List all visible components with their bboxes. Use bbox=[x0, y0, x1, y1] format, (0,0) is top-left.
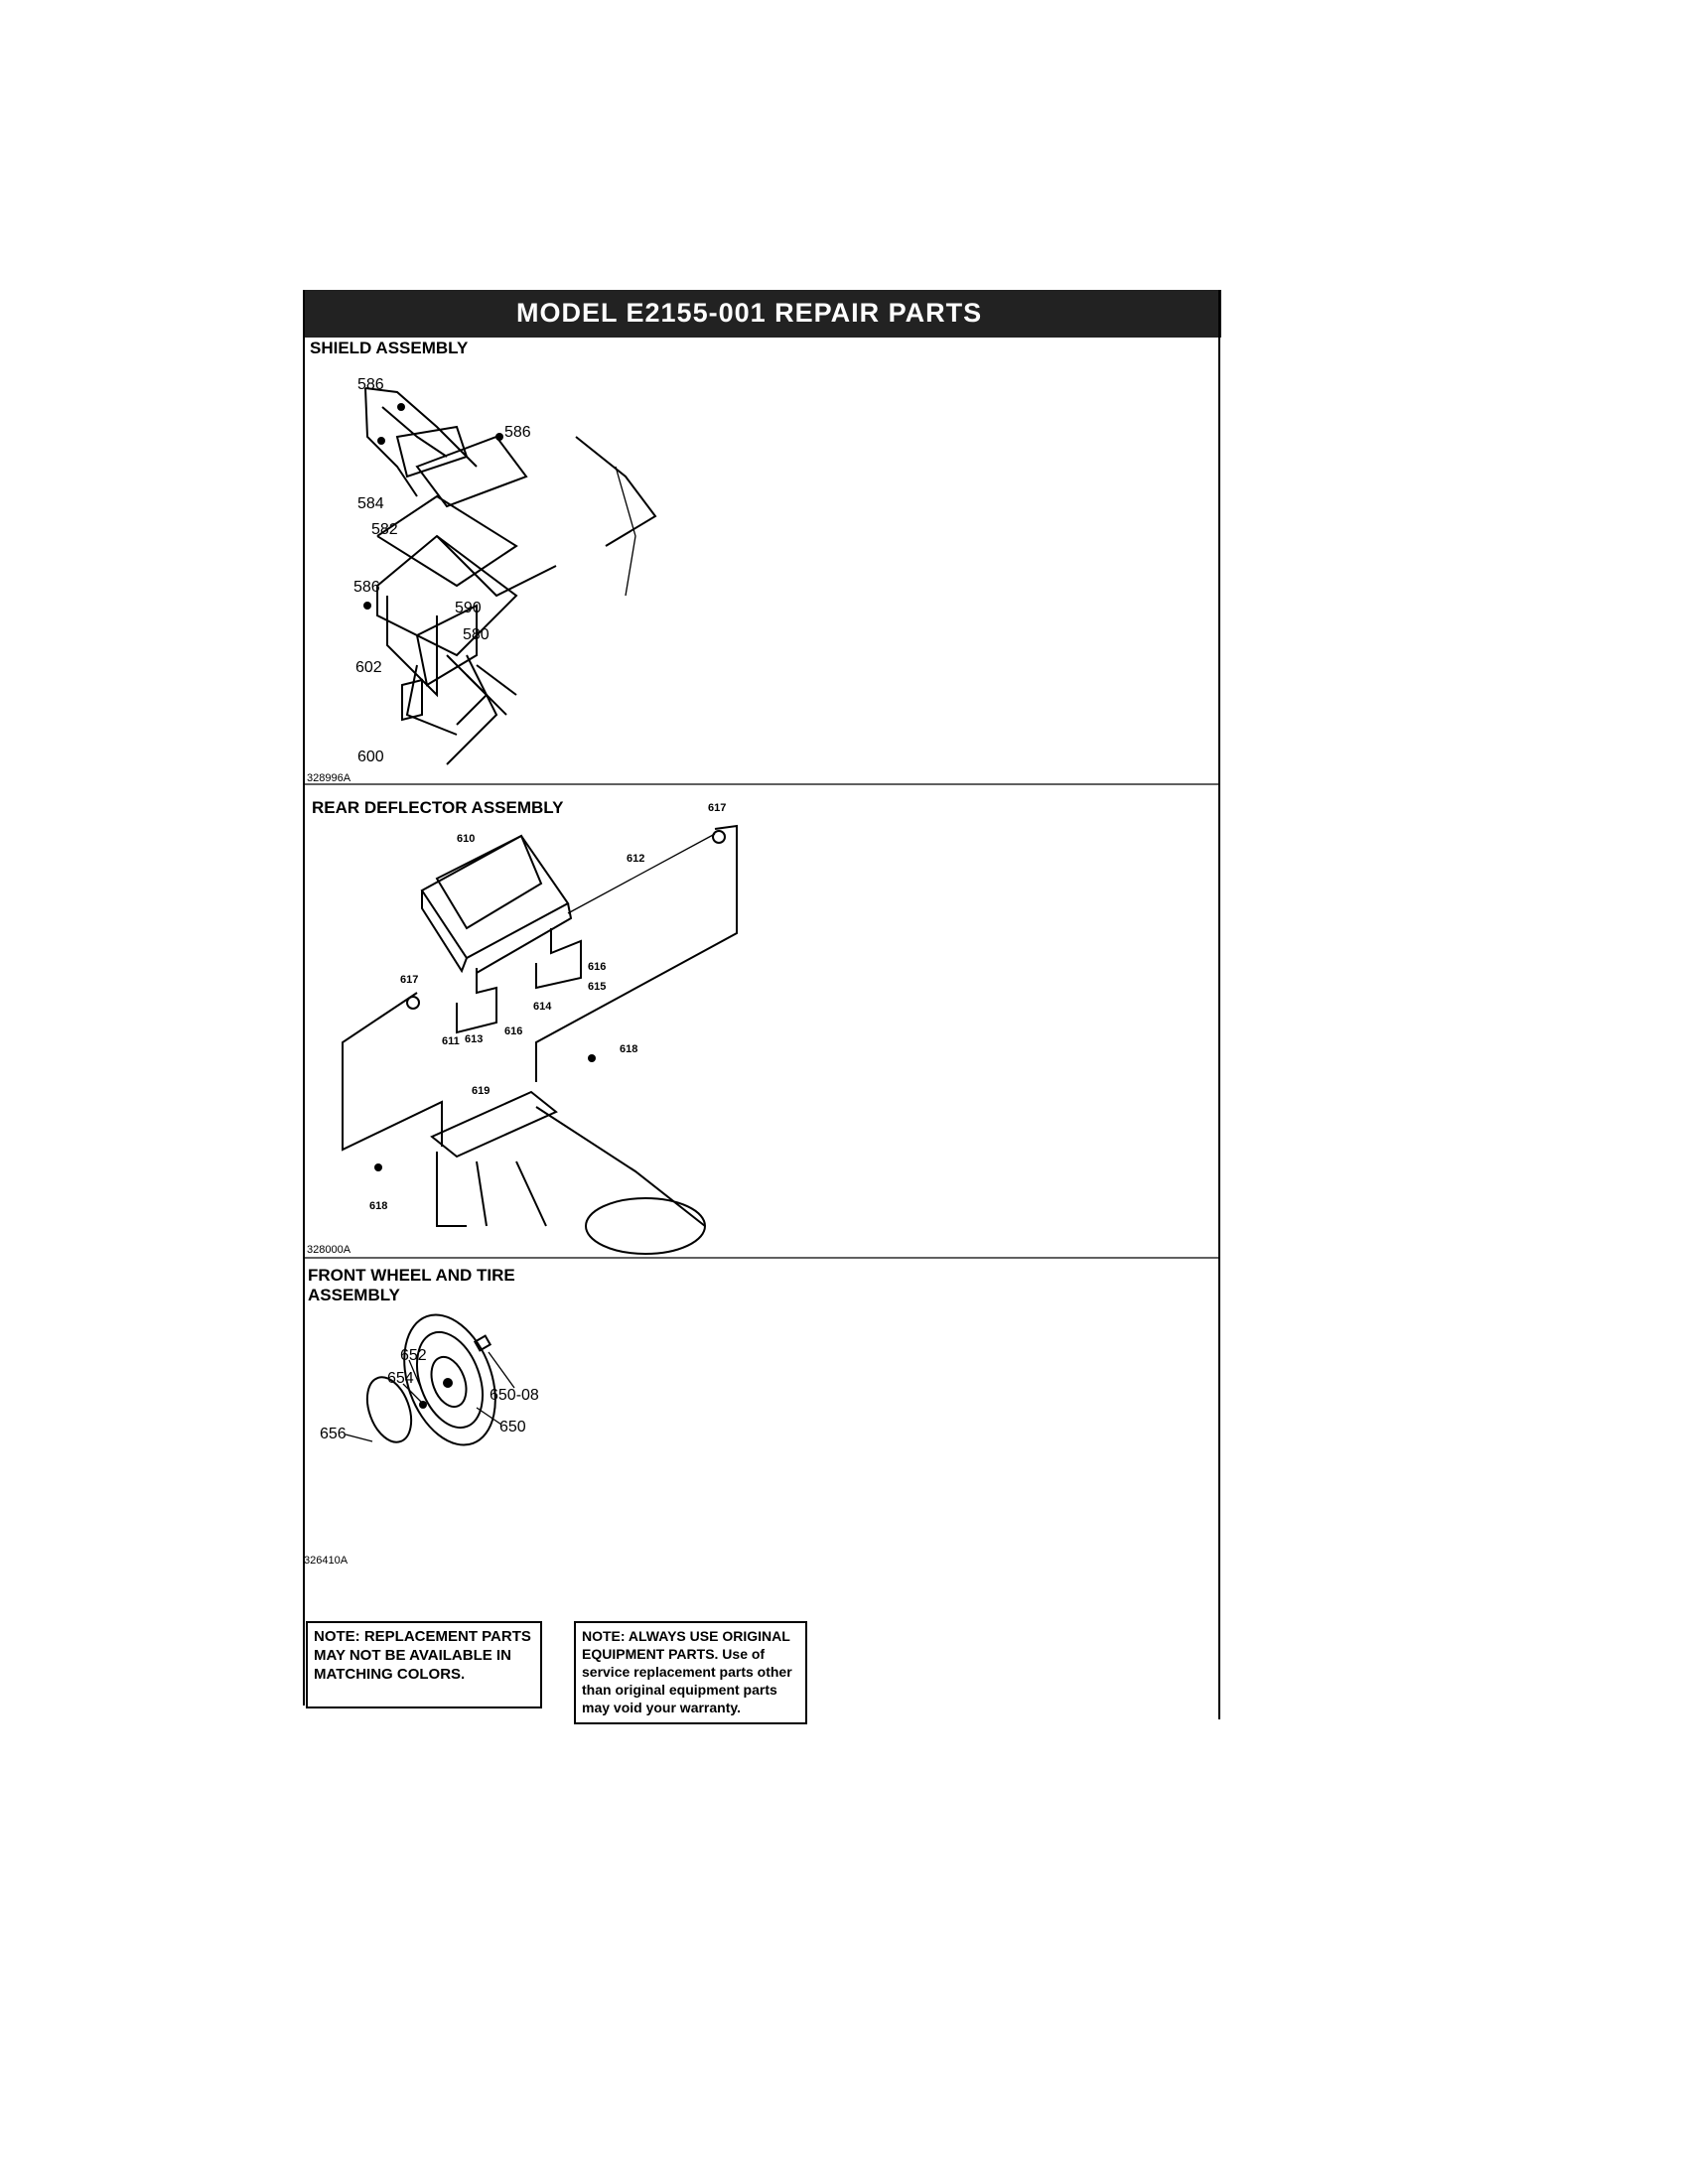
part-label: 612 bbox=[627, 853, 645, 865]
rear-deflector-section bbox=[307, 798, 737, 1256]
part-label: 619 bbox=[472, 1085, 491, 1097]
shield-assembly-section bbox=[307, 339, 655, 784]
part-label: 586 bbox=[357, 376, 384, 393]
part-label: 590 bbox=[455, 600, 482, 616]
section-title: SHIELD ASSEMBLY bbox=[310, 339, 469, 357]
part-label: 613 bbox=[465, 1033, 484, 1045]
part-label: 618 bbox=[620, 1043, 638, 1055]
part-label: 602 bbox=[355, 659, 382, 676]
section-title: ASSEMBLY bbox=[308, 1286, 400, 1304]
section-title: FRONT WHEEL AND TIRE bbox=[308, 1266, 515, 1285]
part-label: 652 bbox=[400, 1347, 427, 1364]
wheel-diagram bbox=[346, 1302, 514, 1458]
part-label: 656 bbox=[320, 1426, 347, 1442]
front-wheel-section bbox=[304, 1266, 539, 1567]
part-label: 650-08 bbox=[490, 1387, 539, 1404]
part-label: 617 bbox=[708, 802, 727, 814]
figure-id: 328996A bbox=[307, 772, 351, 784]
shield-assembly-diagram bbox=[363, 388, 655, 764]
part-label: 616 bbox=[504, 1025, 523, 1037]
part-label: 600 bbox=[357, 749, 384, 765]
part-label: 615 bbox=[588, 981, 607, 993]
note-original-parts: NOTE: ALWAYS USE ORIGINAL EQUIPMENT PARTS. Use of service replacement parts other than original equipment parts may void your warranty. bbox=[574, 1621, 807, 1724]
part-label: 616 bbox=[588, 961, 607, 973]
part-label: 617 bbox=[400, 974, 419, 986]
rear-deflector-diagram bbox=[343, 826, 737, 1254]
figure-id: 328000A bbox=[307, 1244, 351, 1256]
part-label: 582 bbox=[371, 521, 398, 538]
part-label: 611 bbox=[442, 1035, 460, 1047]
part-label: 618 bbox=[369, 1200, 388, 1212]
part-label: 650 bbox=[499, 1419, 526, 1435]
page-title: MODEL E2155-001 REPAIR PARTS bbox=[516, 298, 983, 328]
part-label: 614 bbox=[533, 1001, 552, 1013]
part-label: 610 bbox=[457, 833, 476, 845]
part-label: 654 bbox=[387, 1370, 414, 1387]
part-label: 586 bbox=[353, 579, 380, 596]
part-label: 586 bbox=[504, 424, 531, 441]
figure-id: 326410A bbox=[304, 1555, 349, 1567]
part-label: 580 bbox=[463, 626, 490, 643]
note-replacement-colors: NOTE: REPLACEMENT PARTS MAY NOT BE AVAILABLE IN MATCHING COLORS. bbox=[306, 1621, 542, 1708]
section-title: REAR DEFLECTOR ASSEMBLY bbox=[312, 798, 564, 817]
part-label: 584 bbox=[357, 495, 384, 512]
